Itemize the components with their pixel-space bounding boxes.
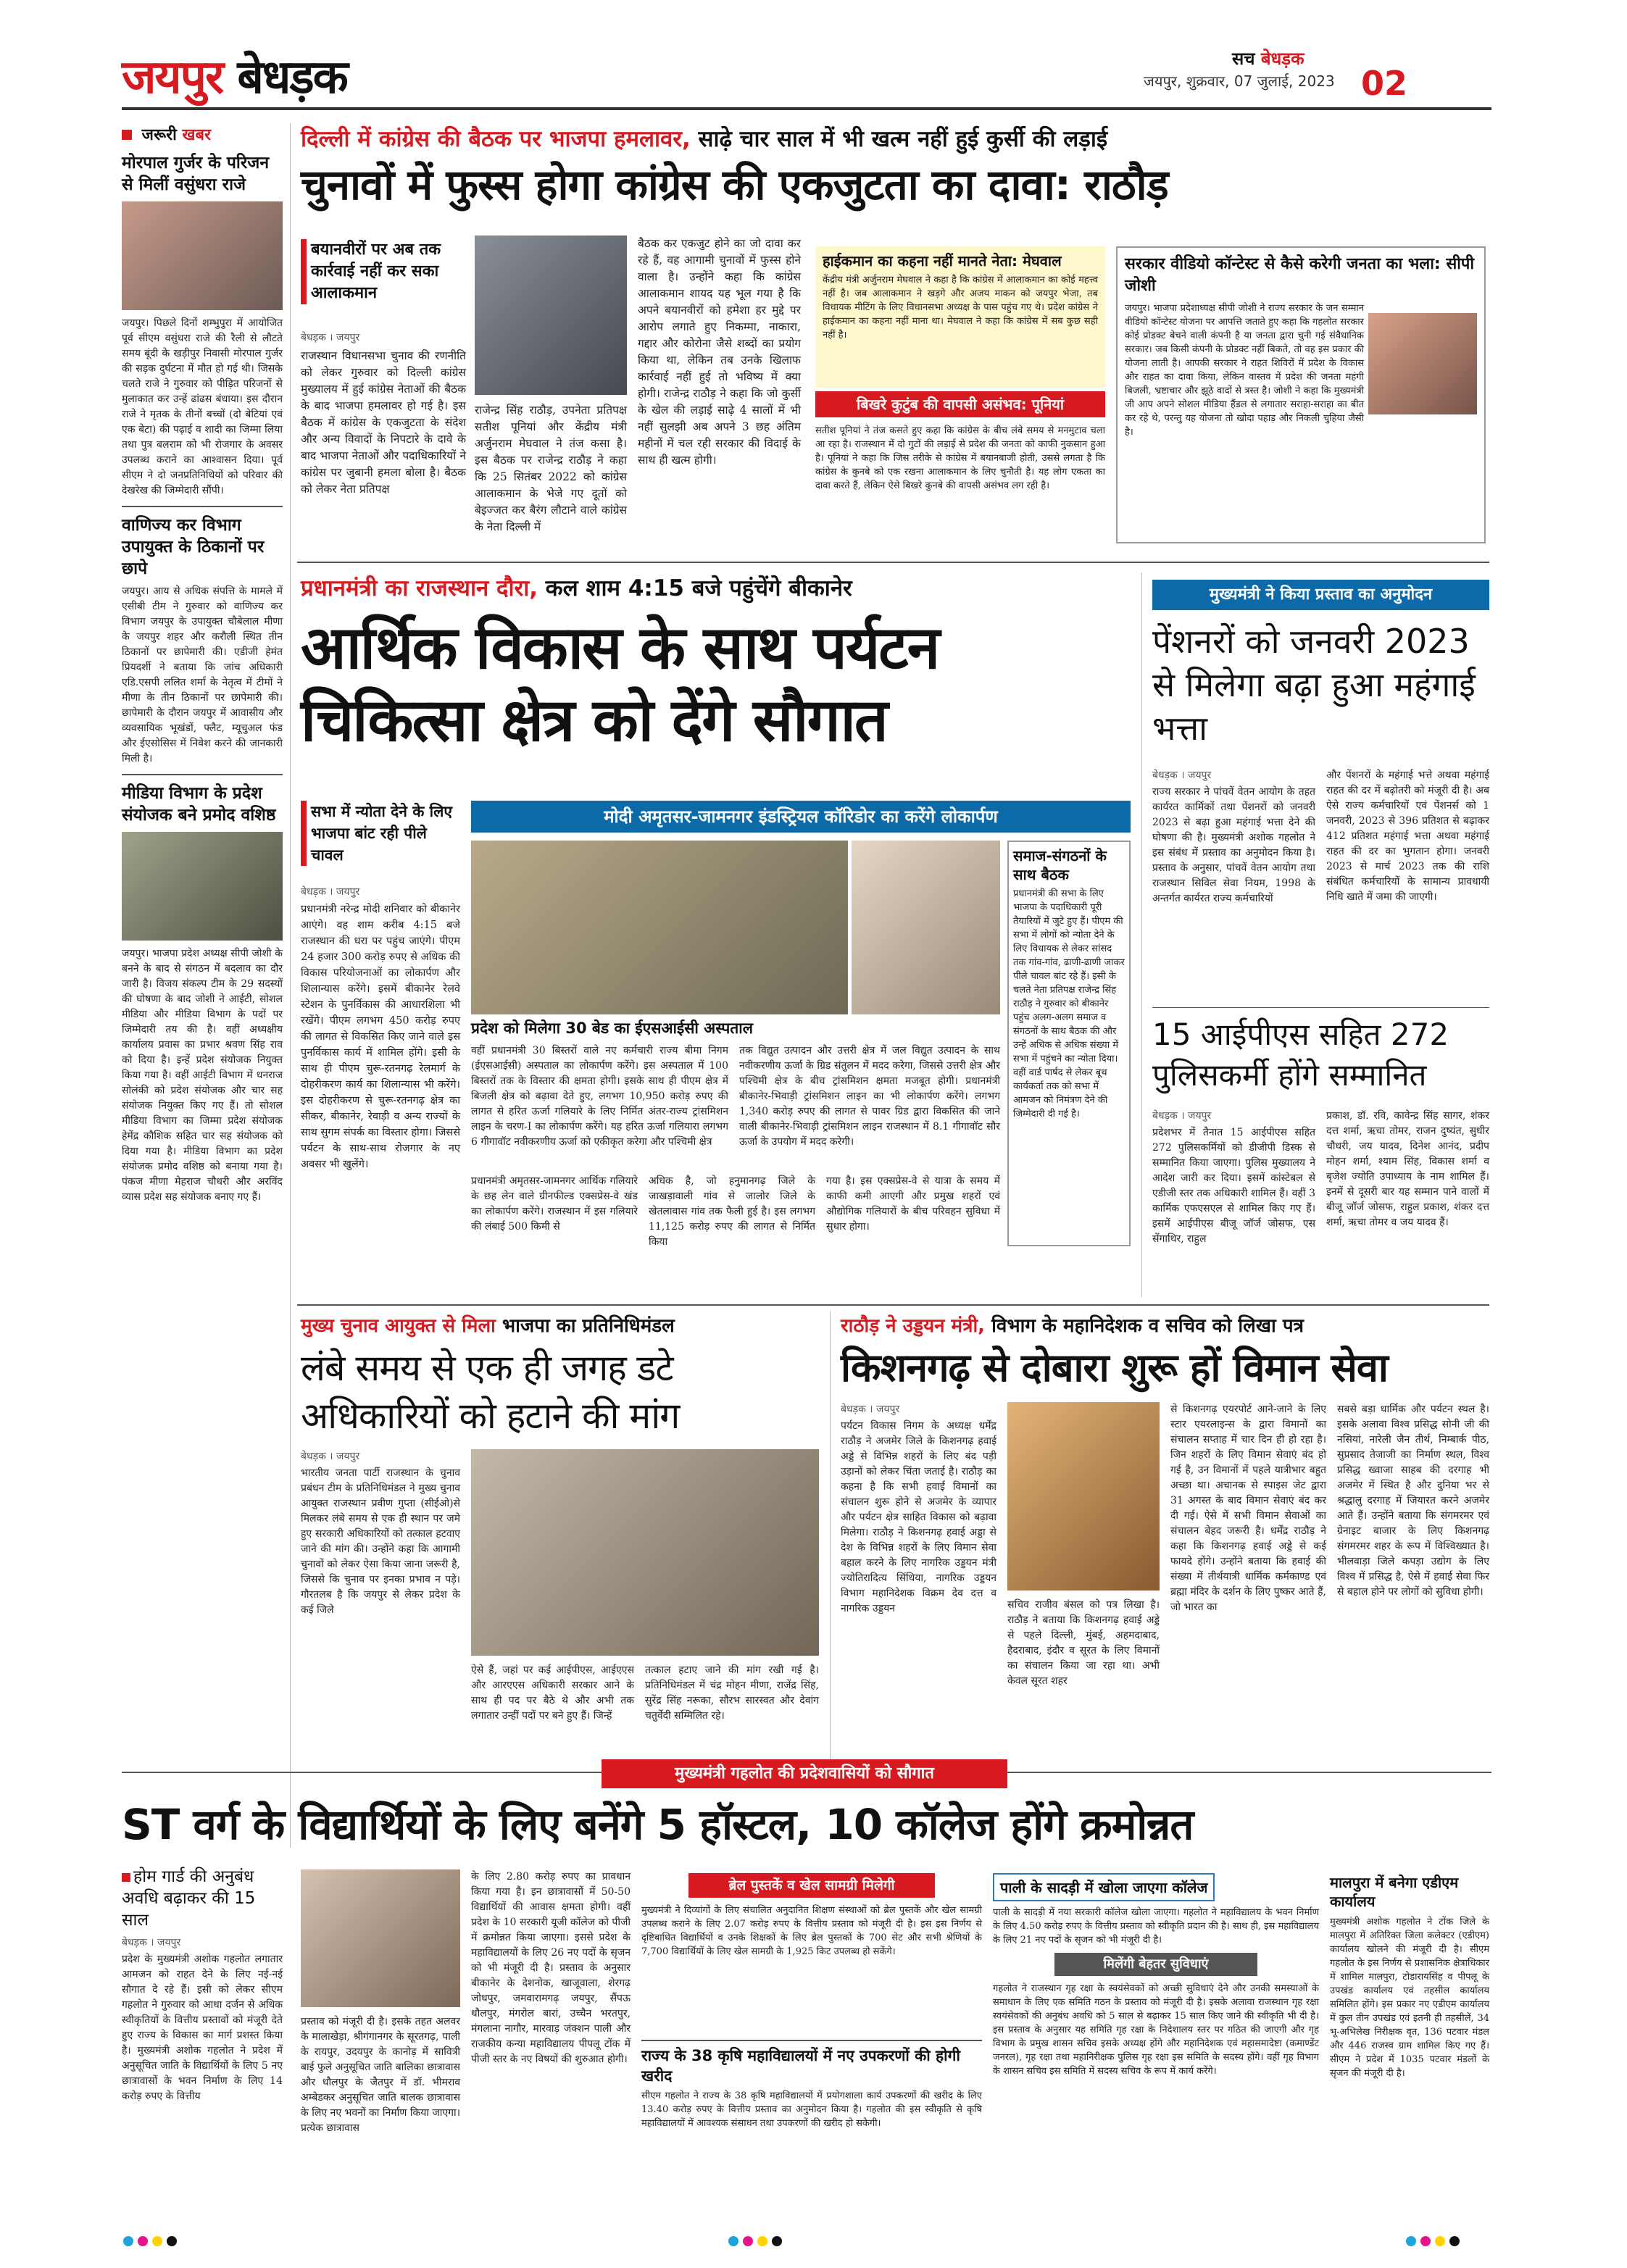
sidebar-story2-title: वाणिज्य कर विभाग उपायुक्त के ठिकानों पर छापे [122,516,265,578]
homeguard-title: होम गार्ड की अनुबंध अवधि बढ़ाकर की 15 साल [122,1867,256,1930]
rule-1 [297,562,1489,563]
pension-col2: और पेंशनरों के महंगाई भत्ते अथवा महंगाई राहत की दर में बढ़ोतरी को मंजूरी दी है। अब ऐसे राज्य कर्मचारियों एवं पेंशनर्स को 1 जनवरी, 2023 से 396 प्रतिशत से बढ़ाकर 412 प्रतिशत महंगाई भत्ता अथवा महंगाई राहत की दर का भुगतान होगा। जनवरी 2023 से मार्च 2023 तक की राशि संबंधित कर्मचारियों के सामान्य प्रावधायी निधि खाते में जमा की जाएगी। [1326,770,1489,903]
masthead-tag [1232,46,1304,70]
masthead-rule [122,107,1491,110]
photo-joshi [1368,313,1477,414]
cm-banner: मुख्यमंत्री गहलोत की प्रदेशवासियों को सौगात [602,1759,1007,1788]
rule-2 [297,1304,1489,1306]
ec-col3: तत्काल हटाए जाने की मांग रखी गई है। प्रतिनिधिमंडल में चंद्र मोहन मीणा, राजेंद्र सिंह, सुरेंद्र सिंह नरूका, सौरभ सारस्वत और देवांग चतुर्वेदी सम्मिलित रहे। [645,1664,819,1722]
ec-kicker: मुख्य चुनाव आयुक्त से मिला भाजपा का प्रतिनिधिमंडल [301,1315,675,1337]
air-col3: से किशनगढ़ एयरपोर्ट आने-जाने के लिए स्टार एयरलाइन्स के द्वारा विमानों का संचालन सप्ताह में चार दिन ही हो रहा है। जिन शहरों के लिए विमान सेवाएं बंद हो गई है, उन विमानों में पहले यात्रीभार बहुत अच्छा था। अचानक से स्पाइस जेट द्वारा 31 अगस्त के बाद विमान सेवाएं बंद कर दी गई। ऐसे में सभी विमान सेवाओं का संचालन बेहद जरूरी है। धर्मेंद्र राठौड़ ने कहा कि किशनगढ़ हवाई अड्डे से कई फायदे होंगे। उन्होंने बताया कि हवाई की संख्या में तीर्थयात्री धार्मिक कर्मकाण्ड एवं ब्रह्मा मंदिर के दर्शन के लिए पुष्कर आते हैं, जो भारत का [1170,1404,1326,1613]
rule-ips [1152,1007,1489,1008]
registration-dots-right [1406,2235,1464,2249]
photo-modi [852,841,1000,1014]
sidebar-story3-title: मीडिया विभाग के प्रदेश संयोजक बने प्रमोद वशिष्ठ [122,784,276,825]
top-col2: राजेन्द्र सिंह राठौड़, उपनेता प्रतिपक्ष सतीश पूनियां और केंद्रीय मंत्री अर्जुनराम मेघवाल ने तंज कसा है। इस बैठक पर राजेन्द्र राठौड़ ने कहा कि 25 सितंबर 2022 को कांग्रेस आलाकमान के भेजे गए दूतों को बेइज्जत कर बैरंग लौटाने वाले कांग्रेस के नेता दिल्ली में [475,404,627,533]
air-col1: बेधड़क । जयपुर पर्यटन विकास निगम के अध्यक्ष धर्मेंद्र राठौड़ ने अजमेर जिले के किशनगढ़ हवाई अड्डे से विभिन्न शहरों के लिए बंद पड़ी उड़ानों को लेकर चिंता जताई है। राठौड़ का कहना है कि सभी हवाई विमानों का संचालन शुरू होने से अजमेर के व्यापार और पर्यटन क्षेत्र साहित विकास को बढ़ावा मिलेगा। राठौड़ ने किशनगढ़ हवाई अड्डा से देश के विभिन्न शहरों के लिए विमान सेवा बहाल करने के लिए नागरिक उड्डयन मंत्री ज्योतिरादित्य सिंधिया, नागरिक उड्डयन विभाग महानिदेशक विक्रम देव दत्त व नागरिक उड्डयन [841,1404,996,1614]
esic-col2: तक विद्युत उत्पादन और उत्तरी क्षेत्र में जल विद्युत उत्पादन के साथ नवीकरणीय ऊर्जा के ग्रिड संतुलन में मदद करेगा, जिससे उत्तरी क्षेत्र और पश्चिमी क्षेत्र के बीच ट्रांसमिशन क्षमता मजबूत होगी। प्रधानमंत्री बीकानेर-भिवाड़ी ट्रांसमिशन लाइन का भी लोकार्पण करेंगे। लगभग 1,340 करोड़ रुपए की लागत से पावर ग्रिड द्वारा विकसित की जाने वाली बीकानेर-भिवाड़ी ट्रांसमिशन लाइन राजस्थान में 8.1 गीगावॉट सौर ऊर्जा के उपयोग में मदद करेगी। [739,1045,1000,1148]
malpura-title: मालपुरा में बनेगा एडीएम कार्यालय [1330,1874,1459,1910]
sidebar-story1-title: मोरपाल गुर्जर के परिजन से मिलीं वसुंधरा राजे [122,154,270,194]
sidebar-story1-text: जयपुर। पिछले दिनों शम्भुपुरा में आयोजित पूर्व सीएम वसुंधरा राजे की रैली से लौटते समय बूंदी के खड़ीपुर निवासी मोरपाल गुर्जर की सड़क दुर्घटना में मौत हो गई थी। जिसके चलते राजे ने गुरुवार को पीड़ित परिजनों से मुलाकात कर उन्हें ढांढस बंधाया। इस दौरान राजे ने मृतक के तीनों बच्चों (दो बेटियां एवं एक बेटा) की पढ़ाई व शादी का जिम्मा लिया तथा पुत्र बलराम को भी रोजगार के अवसर उपलब्ध कराने का आश्वासन दिया। पूर्व सीएम ने दो जनप्रतिनिधियों को परिवार की देखरेख की जिम्मेदारी सौंपी। [122,317,283,496]
samaj-title: समाज-संगठनों के साथ बैठक [1013,847,1107,883]
joshi-title: सरकार वीडियो कॉन्टेस्ट से कैसे करेगी जनता का भला: सीपी जोशी [1125,255,1475,295]
homeguard-text: बेधड़क । जयपुर प्रदेश के मुख्यमंत्री अशोक गहलोत लगातार आमजन को राहत देने के लिए नई-नई सौगात दे रहे हैं। इसी को लेकर सीएम गहलोत ने गुरुवार को आधा दर्जन से अधिक स्वीकृतियों के वित्तीय प्रस्तावों को मंजूरी देते हुए राज्य के विकास का मार्ग प्रशस्त किया है। मुख्यमंत्री अशोक गहलोत ने प्रदेश में अनुसूचित जाति के विद्यार्थियों के लिए 5 नए छात्रावासों के भवन निर्माण के लिए 14 करोड़ रुपए के वित्तीय [122,1937,283,2102]
logo-red: जयपुर [122,51,223,104]
pali-text: पाली के सादड़ी में नया सरकारी कॉलेज खोला जाएगा। गहलोत ने महाविद्यालय के भवन निर्माण के लिए 4.50 करोड़ रुपए के वित्तीय प्रस्ताव को स्वीकृति प्रदान की है। साथ ही, इस महाविद्यालय के लिए 21 नए पदों के सृजन को भी मंजूरी दी है। [993,1907,1319,1946]
malpura-box [1330,1873,1489,2080]
sidebar-story3-text: जयपुर। भाजपा प्रदेश अध्यक्ष सीपी जोशी के बनने के बाद से संगठन में बदलाव का दौर जारी है। विजय संकल्प टीम के 29 सदस्यों की घोषणा के बाद जोशी ने आईटी, सोशल मीडिया और मीडिया विभाग के पदों पर जिम्मेदारी तय की है। वहीं अध्यक्षीय कार्यालय प्रवास का प्रभार श्रवण सिंह राव को दिया है। इन्हें प्रदेश संयोजक नियुक्त किया गया है। वहीं आईटी विभाग में धनराज सोलंकी को प्रदेश संयोजक और चार सह संयोजक नियुक्त किए गए हैं। तो सोशल मीडिया विभाग का जिम्मा प्रदेश संयोजक हेमेंद्र कौशिक सहित चार सह संयोजक को दिया गया है। मीडिया विभाग का प्रदेश संयोजक प्रमोद वशिष्ठ को बनाया गया है। पंकज मीणा मेहराज चौधरी और अरविंद व्यास प्रदेश सह संयोजक बनाए गए हैं। [122,948,283,1203]
poonia-banner: बिखरे कुटुंब की वापसी असंभव: पूनियां [815,391,1105,417]
sidebar-divider [290,123,291,1848]
top-col1: बेधड़क । जयपुर राजस्थान विधानसभा चुनाव की रणनीति को लेकर गुरुवार को दिल्ली कांग्रेस मुख्यालय में हुई कांग्रेस नेताओं की बैठक के बाद भाजपा हमलावर हो गई है। इस बैठक में कांग्रेस के एकजुटता के संदेश और अन्य विवादों के निपटारे के दावे के बाद भाजपा नेताओं और पदाधिकारियों ने कांग्रेस पर जुबानी हमला बोला है। बैठक को लेकर नेता प्रतिपक्ष [301,332,466,496]
page-number: 02 [1361,64,1408,103]
suvidha-title: मिलेंगी बेहतर सुविधाएं [1054,1953,1257,1976]
ips-col1: बेधड़क । जयपुर प्रदेशभर में तैनात 15 आईपीएस सहित 272 पुलिसकर्मियों को डीजीपी डिस्क से सम्मानित किया जाएगा। पुलिस मुख्यालय ने आदेश जारी कर दिया। इसमें कांस्टेबल से एडीजी स्तर तक अधिकारी शामिल हैं। वहीं 3 कार्मिक एफएसएल से शामिल किए गए हैं। इसमें आईपीएस बीजू जॉर्ज जोसफ, एस सेंगाथिर, राहुल [1152,1110,1315,1245]
ips-col2: प्रकाश, डॉ. रवि, कावेन्द्र सिंह सागर, शंकर दत्त शर्मा, ऋचा तोमर, राजन दुष्यंत, सुधीर चौधरी, जय यादव, दिनेश आनंद, प्रदीप मोहन शर्मा, श्याम सिंह, विकास शर्मा व बृजेश ज्योति उपाध्याय के नाम शामिल हैं। इनमें से दूसरी बार यह सम्मान पाने वालों में बीजू जॉर्ज जोसफ, राहुल प्रकाश, शंकर दत्त शर्मा, ऋचा तोमर व जय यादव हैं। [1326,1110,1489,1228]
pali-box [993,1873,1319,2078]
agri-text: सीएम गहलोत ने राज्य के 38 कृषि महाविद्यालयों में प्रयोगशाला कार्य उपकरणों की खरीद के लिए 13.40 करोड़ रुपए के वित्तीय प्रस्ताव का अनुमोदन किया है। गहलोत की इस स्वीकृति से कृषि महाविद्यालयों में आवश्यक संसाधन तथा उपकरणों की खरीद हो सकेगी। [641,2090,982,2129]
pm-divider [1141,572,1142,1297]
top-kicker: दिल्ली में कांग्रेस की बैठक पर भाजपा हमलावर, साढ़े चार साल में भी खत्म नहीं हुई कुर्सी की लड़ाई [301,126,1108,152]
ec-headline: लंबे समय से एक ही जगह डटे अधिकारियों को हटाने की मांग [301,1347,680,1437]
cm-headline: ST वर्ग के विद्यार्थियों के लिए बनेंगे 5 हॉस्टल, 10 कॉलेज होंगे क्रमोन्नत [122,1800,1194,1849]
esic-col1: वहीं प्रधानमंत्री 30 बिस्तरों वाले नए कर्मचारी राज्य बीमा निगम (ईएसआईसी) अस्पताल का लोकार्पण करेंगे। इस अस्पताल में 100 बिस्तरों तक के विस्तार की क्षमता होगी। इसके साथ ही पीएम क्षेत्र में बिजली क्षेत्र को बढ़ावा देते हुए, लगभग 10,950 करोड़ रुपए की लागत से हरित ऊर्जा गलियारे के लिए निर्मित अंतर-राज्य ट्रांसमिशन लाइन के चरण-I का लोकार्पण करेंगे। यह हरित ऊर्जा गलियारा लगभग 6 गीगावॉट नवीकरणीय ऊर्जा को एकीकृत करेगा और पश्चिमी क्षेत्र [471,1045,728,1148]
cm-col2: के लिए 2.80 करोड़ रुपए का प्रावधान किया गया है। इन छात्रावासों में 50-50 विद्यार्थियों की आवास क्षमता होगी। वहीं प्रदेश के 10 सरकारी यूजी कॉलेज को पीजी में क्रमोन्नत किया जाएगा। इससे प्रदेश के महाविद्यालयों के लिए 26 नए पदों के सृजन को भी मंजूरी दी है। प्रस्ताव के अनुसार बीकानेर के देशनोक, खाजूवाला, शेरगढ़ जोधपुर, जमवारामगढ़ जयपुर, सैंपऊ धौलपुर, मंगरोल बारां, उच्चैन भरतपुर, मंगलाना नागौर, मारवाड़ जंक्शन पाली और राजकीय कन्या महाविद्यालय पीपलू टोंक में पीजी स्तर के नए विषयों की शुरुआत होगी। [471,1871,631,2065]
registration-dots-left [123,2235,181,2249]
cm-col1: प्रस्ताव को मंजूरी दी है। इसके तहत अलवर के मालाखेड़ा, श्रीगंगानगर के सूरतगढ़, पाली के रायपुर, उदयपुर के कानोड़ में सावित्री बाई फुले अनुसूचित जाति बालिका छात्रावास और धौलपुर के जैतपुर में डॉ. भीमराव अम्बेडकर अनुसूचित जाति बालक छात्रावास के लिए नए भवनों का निर्माण किया जाएगा। प्रत्येक छात्रावास [301,2016,460,2134]
homeguard [122,1866,283,2104]
pm-headline: आर्थिक विकास के साथ पर्यटन चिकित्सा क्षेत्र को देंगे सौगात [301,614,939,755]
sidebar-label: जरूरी खबर [122,123,283,145]
masthead-logo [122,43,347,107]
pension-tag: मुख्यमंत्री ने किया प्रस्ताव का अनुमोदन [1152,580,1489,610]
air-col4: सबसे बड़ा धार्मिक और पर्यटन स्थल है। इसके अलावा विश्व प्रसिद्ध सोनी जी की नसियां, नारेली जैन तीर्थ, निम्बार्क पीठ, सुप्रसाद तेजाजी का निर्माण स्थल, विश्व प्रसिद्ध ख्वाजा साहब की दरगाह भी अजमेर में स्थित है और दुनिया भर से श्रद्धालु दरगाह में जियारत करने अजमेर आते हैं। उन्होंने बताया कि संगमरमर एवं ग्रेनाइट बाजार के लिए किशनगढ़ संगमरमर शहर के रूप में विश्विख्यात है। भीलवाड़ा जिले कपड़ा उद्योग के लिए विश्व में प्रसिद्ध है, ऐसे में हवाई सेवा फिर से बहाल होने पर लोगों को सुविधा होगी। [1337,1404,1489,1598]
pension-col1: बेधड़क । जयपुर राज्य सरकार ने पांचवें वेतन आयोग के तहत कार्यरत कार्मिकों तथा पेंशनरों को जनवरी 2023 से बढ़ा हुआ महंगाई भत्ता देने की घोषणा की है। मुख्यमंत्री अशोक गहलोत ने इस संबंध में प्रस्ताव का अनुमोदन किया है। प्रस्ताव के अनुसार, पांचवें वेतन आयोग तथा राजस्थान सिविल सेवा नियम, 1998 के अन्तर्गत कार्यरत राज्य कर्मचारियों [1152,770,1315,904]
ec-col1: बेधड़क । जयपुर भारतीय जनता पार्टी राजस्थान के चुनाव प्रबंधन टीम के प्रतिनिधिमंडल ने मुख्य चुनाव आयुक्त राजस्थान प्रवीण गुप्ता (सीईओ)से मिलकर लंबे समय से एक ही स्थान पर जमे हुए सरकारी अधिकारियों को तत्काल हटवाए जाने की मांग की। उन्होंने कहा कि आगामी चुनावों को लेकर ऐसा किया जाना जरूरी है, जिससे कि चुनाव पर इनका प्रभाव न पड़े। गौरतलब है कि जयपुर से लेकर प्रदेश के कई जिले [301,1451,460,1616]
esic-title: प्रदेश को मिलेगा 30 बेड का ईएसआईसी अस्पताल [471,1020,753,1037]
suvidha-text: गहलोत ने राजस्थान गृह रक्षा के स्वयंसेवकों को अच्छी सुविधाएं देने और उनकी समस्याओं के समाधान के लिए एक समिति गठन के प्रस्ताव को मंजूरी दी है। इसके अलावा राजस्थान गृह रक्षा स्वयंसेवकों की अनुबंध अवधि को 5 साल से बढ़ाकर 15 साल किए जाने की स्वीकृति भी दी है। इस प्रस्ताव के अनुसार यह समिति गृह रक्षा के निदेशालय स्तर पर गठित की जाएगी और गृह विभाग के प्रमुख शासन सचिव इसके अध्यक्ष होंगे और महानिदेशक एवं महासमादेष्टा (कमाण्डेंट जनरल), गृह रक्षा तथा महानिरीक्षक पुलिस गृह रक्षा इस समिति के सदस्य होंगे। वहीं गृह विभाग के शासन सचिव इस समिति में सदस्य सचिव के रूप में कार्य करेंगे। [993,1983,1319,2077]
photo-expressway [471,841,848,1014]
logo-black: बेधड़क [237,51,347,104]
pm-kicker: प्रधानमंत्री का राजस्थान दौरा, कल शाम 4:15 बजे पहुंचेंगे बीकानेर [301,575,852,601]
agri-box [641,2040,982,2130]
air-headline: किशनगढ़ से दोबारा शुरू हों विमान सेवा [841,1345,1388,1391]
air-kicker: राठौड़ ने उड्डयन मंत्री, विभाग के महानिदेशक व सचिव को लिखा पत्र [841,1315,1304,1337]
sidebar-story2-text: जयपुर। आय से अधिक संपत्ति के मामले में एसीबी टीम ने गुरुवार को वाणिज्य कर विभाग जयपुर के उपायुक्त चौबेलाल मीणा के जयपुर शहर और करौली स्थित तीन ठिकानों पर छापेमारी की। एडीजी हेमंत प्रियदर्शी ने बताया कि जांच अधिकारी एडि.एसपी ललित शर्मा के नेतृत्व में टीमों ने मीणा के तीन ठिकानों पर छापेमारी की। छापेमारी के दौरान जयपुर में आवासीय और व्यवसायिक भूखंडों, फ्लैट, म्यूचुअल फंड और ईएसोसिस में निवेश करने की जानकारी मिली है। [122,585,283,764]
samaj-text: प्रधानमंत्री की सभा के लिए भाजपा के पदाधिकारी पूरी तैयारियों में जुटे हुए हैं। पीएम की सभा में लोगों को न्योता देने के लिए विधायक से लेकर सांसद तक गांव-गांव, ढाणी-ढाणी जाकर पीले चावल बांट रहे हैं। इसी के चलते नेता प्रतिपक्ष राजेन्द्र सिंह राठौड़ ने गुरुवार को बीकानेर पहुंच अलग-अलग समाज व संगठनों के साथ बैठक की और उन्हें अधिक से अधिक संख्या में सभा में पहुंचने का न्योता दिया। वहीं वार्ड पार्षद से लेकर बूथ कार्यकर्ता तक को सभा में आमजन को निमंत्रण देने की जिम्मेदारी दी गई है। [1013,888,1125,1120]
photo-delegation [471,1449,819,1656]
pm-low-col2: अधिक है, जो हनुमानगढ़ जिले के जाखड़ावाली गांव से जालोर जिले के खेतलावास गांव तक फैली हुई है। इस लगभग 11,125 करोड़ रुपए की लागत से निर्मित किया [649,1175,815,1248]
dateline: जयपुर, शुक्रवार, 07 जुलाई, 2023 [1144,72,1335,90]
agri-title: राज्य के 38 कृषि महाविद्यालयों में नए उपकरणों की होगी खरीद [641,2047,960,2085]
photo-gehlot [301,1869,460,2007]
samaj-box [1007,841,1131,1246]
meghwal-title: हाईकमान का कहना नहीं मानते नेता: मेघवाल [823,252,1062,270]
ec-col2: ऐसे हैं, जहां पर कई आईपीएस, आईएएस और आरएएस अधिकारी सरकार आने के साथ ही पद पर बैठे थे और अभी तक लगातार उन्हीं पदों पर बने हुए हैं। जिन्हें [471,1664,634,1722]
meghwal-box [815,246,1105,388]
tag-red: बेधड़क [1260,49,1304,69]
top-subhead: बयानवीरों पर अब तक कार्रवाई नहीं कर सका आलाकमान [301,239,467,304]
braille-text: मुख्यमंत्री ने दिव्यांगों के लिए संचालित अनुदानित शिक्षण संस्थाओं को ब्रेल पुस्तकें और खेल सामग्री उपलब्ध कराने के लिए 2.07 करोड़ रुपए के वित्तीय प्रस्ताव को मंजूरी दी है। इस इस निर्णय से दृष्टिबाधित विद्यार्थियों व उनके शिक्षकों के लिए ब्रेल पुस्तकों के 700 सेट और सभी श्रेणियों के 7,700 विद्यार्थियों के लिए खेल सामग्री के 1,925 किट उपलब्ध हो सकेंगे। [641,1905,982,1957]
sidebar-photo-raje [122,201,283,310]
ips-headline: 15 आईपीएस सहित 272 पुलिसकर्मी होंगे सम्मानित [1152,1017,1449,1093]
sidebar-photo-pramod [122,832,283,941]
pm-low-col1: प्रधानमंत्री अमृतसर-जामनगर आर्थिक गलियारे के छह लेन वाले ग्रीनफील्ड एक्सप्रेस-वे खंड का लोकार्पण करेंगे। राजस्थान में इस गलियारे की लंबाई 500 किमी से [471,1175,638,1233]
top-col3: बैठक कर एकजुट होने का जो दावा कर रहे हैं, वह आगामी चुनावों में फुस्स होने वाला है। उन्होंने कहा कि कांग्रेस आलाकमान शायद यह भूल गया है कि अपने बयानवीरों को हमेशा हर मुद्दे पर आरोप लगाते हुए निकम्मा, नाकारा, गद्दार और कोरोना जैसे शब्दों का प्रयोग किया था, लेकिन तब उनके खिलाफ कार्रवाई नहीं हुई तो भविष्य में क्या होगी। राजेन्द्र राठौड़ ने कहा कि जो कुर्सी के खेल की लड़ाई साढ़े 4 सालों में भी नहीं सुलझी अब अपने 3 छह अंतिम महीनों में चल रही सरकार की विदाई के साथ ही खत्म होगी। [638,237,801,467]
ec-divider [830,1312,831,1768]
malpura-text: मुख्यमंत्री अशोक गहलोत ने टोंक जिले के मालपुरा में अतिरिक्त जिला कलेक्टर (एडीएम) कार्यालय खोलने की मंजूरी दी है। सीएम गहलोत के इस निर्णय से प्रशासनिक क्षेत्राधिकार में शामिल मालपुरा, टोडारायसिंह व पीपलू के उपखंड कार्यालय एवं तहसील कार्यालय समिलित होंगे। इस प्रकार नए एडीएम कार्यालय में कुल तीन उपखंड एवं इतनी ही तहसीलें, 34 भू-अभिलेख निरीक्षक वृत, 136 पटवार मंडल और 446 राजस्व ग्राम शामिल किए गए हैं। सीएम ने प्रदेश में 1035 पटवार मंडलों के सृजन की मंजूरी दी है। [1330,1917,1489,2079]
pali-title: पाली के सादड़ी में खोला जाएगा कॉलेज [993,1873,1215,1901]
meghwal-text: केंद्रीय मंत्री अर्जुनराम मेघवाल ने कहा है कि कांग्रेस में आलाकमान का कोई महत्त्व नहीं है। जब आलाकमान ने खड़गे और अजय माकन को जयपुर भेजा, तब विधायक मीटिंग के लिए विधानसभा अध्यक्ष के पास पहुंच गए थे। प्रदेश कांग्रेस ने हाईकमान का कहना नहीं माना था। मेघवाल ने कहा कि कांग्रेस में सब कुछ सही नहीं है। [823,275,1098,341]
joshi-box [1116,246,1486,543]
tag-black: सच [1232,49,1255,69]
pension-headline: पेंशनरों को जनवरी 2023 से मिलेगा बढ़ा हुआ महंगाई भत्ता [1152,622,1476,748]
pm-subhead: सभा में न्योता देने के लिए भाजपा बांट रही पीले चावल [301,801,456,866]
pm-col1: बेधड़क । जयपुर प्रधानमंत्री नरेन्द्र मोदी शनिवार को बीकानेर आएंगे। वह शाम करीब 4:15 बजे राजस्थान की धरा पर पहुंच जाएंगे। पीएम 24 हजार 300 करोड़ रुपए से अधिक की विकास परियोजनाओं का लोकार्पण और शिलान्यास करेंगे। इसमें बीकानेर रेलवे स्टेशन के पुनर्विकास की आधारशिला भी रखेंगे। पीएम लगभग 450 करोड़ रुपए की लागत से विकसित किए जाने वाले इस पुनर्विकास कार्य में शामिल होंगे। इसी के साथ ही पीएम चुरू-रतनगढ़ रेलमार्ग के दोहरीकरण कार्य का शिलान्यास भी करेंगे। इस दोहरीकरण से चुरू-रतनगढ़ क्षेत्र का सीकर, बीकानेर, रेवाड़ी व अन्य राज्यों के साथ सुगम संपर्क का विस्तार होगा। जिससे पर्यटन के साथ-साथ रोजगार के नए अवसर भी खुलेंगे। [301,886,460,1170]
joshi-text: जयपुर। भाजपा प्रदेशाध्यक्ष सीपी जोशी ने राज्य सरकार के जन सम्मान वीडियो कॉन्टेस्ट योजना पर आपत्ति जताते हुए कहा कि गहलोत सरकार कोई प्रोडक्ट बेचने वाली कंपनी है या जनता द्वारा चुनी गई संवैधानिक सरकार। जब किसी कंपनी के प्रोडक्ट नहीं बिकते, तो वह इस प्रकार की योजना लाती है। आपकी सरकार ने राहत शिविरों में प्रदेश के विकास और राहत का दावा किया, लेकिन वास्तव में प्रदेश की जनता महंगी बिजली, भ्रष्टाचार और झूठे वादों से त्रस्त है। जोशी ने कहा कि मुख्यमंत्री जी आप अपने सोशल मीडिया हैंडल से लगातार सराहा-सराहा का बीत कर रहे थे, परन्तु यह योजना तो खोदा पहाड़ और निकली चुहिया जैसी है। [1125,303,1364,438]
pm-low-col3: गया है। इस एक्सप्रेस-वे से यात्रा के समय में काफी कमी आएगी और प्रमुख शहरों एवं औद्योगिक गलियारों के बीच परिवहन सुविधा में सुधार होगा। [826,1175,1000,1233]
poonia-text: सतीश पूनियां ने तंज कसते हुए कहा कि कांग्रेस के बीच लंबे समय से मनमुटाव चला आ रहा है। राजस्थान में दो गुटों की लड़ाई से प्रदेश की जनता को काफी नुकसान हुआ है। पूनियां ने कहा कि जिस तरीके से कांग्रेस में बयानबाजी होती, उससे लगता है कि कांग्रेस के कुनबे को एक रखना आलाकमान के लिए चुनौती है। यह लोग एकता का दावा करते हैं, लेकिन ऐसे बिखरे कुनबे की वापसी असंभव लग रही है। [815,425,1105,491]
braille-box [641,1873,982,1959]
air-col2: सचिव राजीव बंसल को पत्र लिखा है। राठौड़ ने बताया कि किशनगढ़ हवाई अड्डे से पहले दिल्ली, मुंबई, अहमदाबाद, हैदराबाद, इंदौर व सूरत के लिए विमानों का संचालन किया जा रहा था। अभी केवल सूरत शहर [1007,1599,1160,1687]
photo-rathore [475,235,627,395]
top-headline: चुनावों में फुस्स होगा कांग्रेस की एकजुटता का दावा: राठौड़ [301,160,1168,209]
registration-dots-center [728,2235,786,2249]
braille-title: ब्रेल पुस्तकें व खेल सामग्री मिलेगी [688,1873,935,1898]
photo-dharmendra [1007,1402,1160,1590]
pm-banner: मोदी अमृतसर-जामनगर इंडस्ट्रियल कॉरिडोर का करेंगे लोकार्पण [471,801,1131,833]
